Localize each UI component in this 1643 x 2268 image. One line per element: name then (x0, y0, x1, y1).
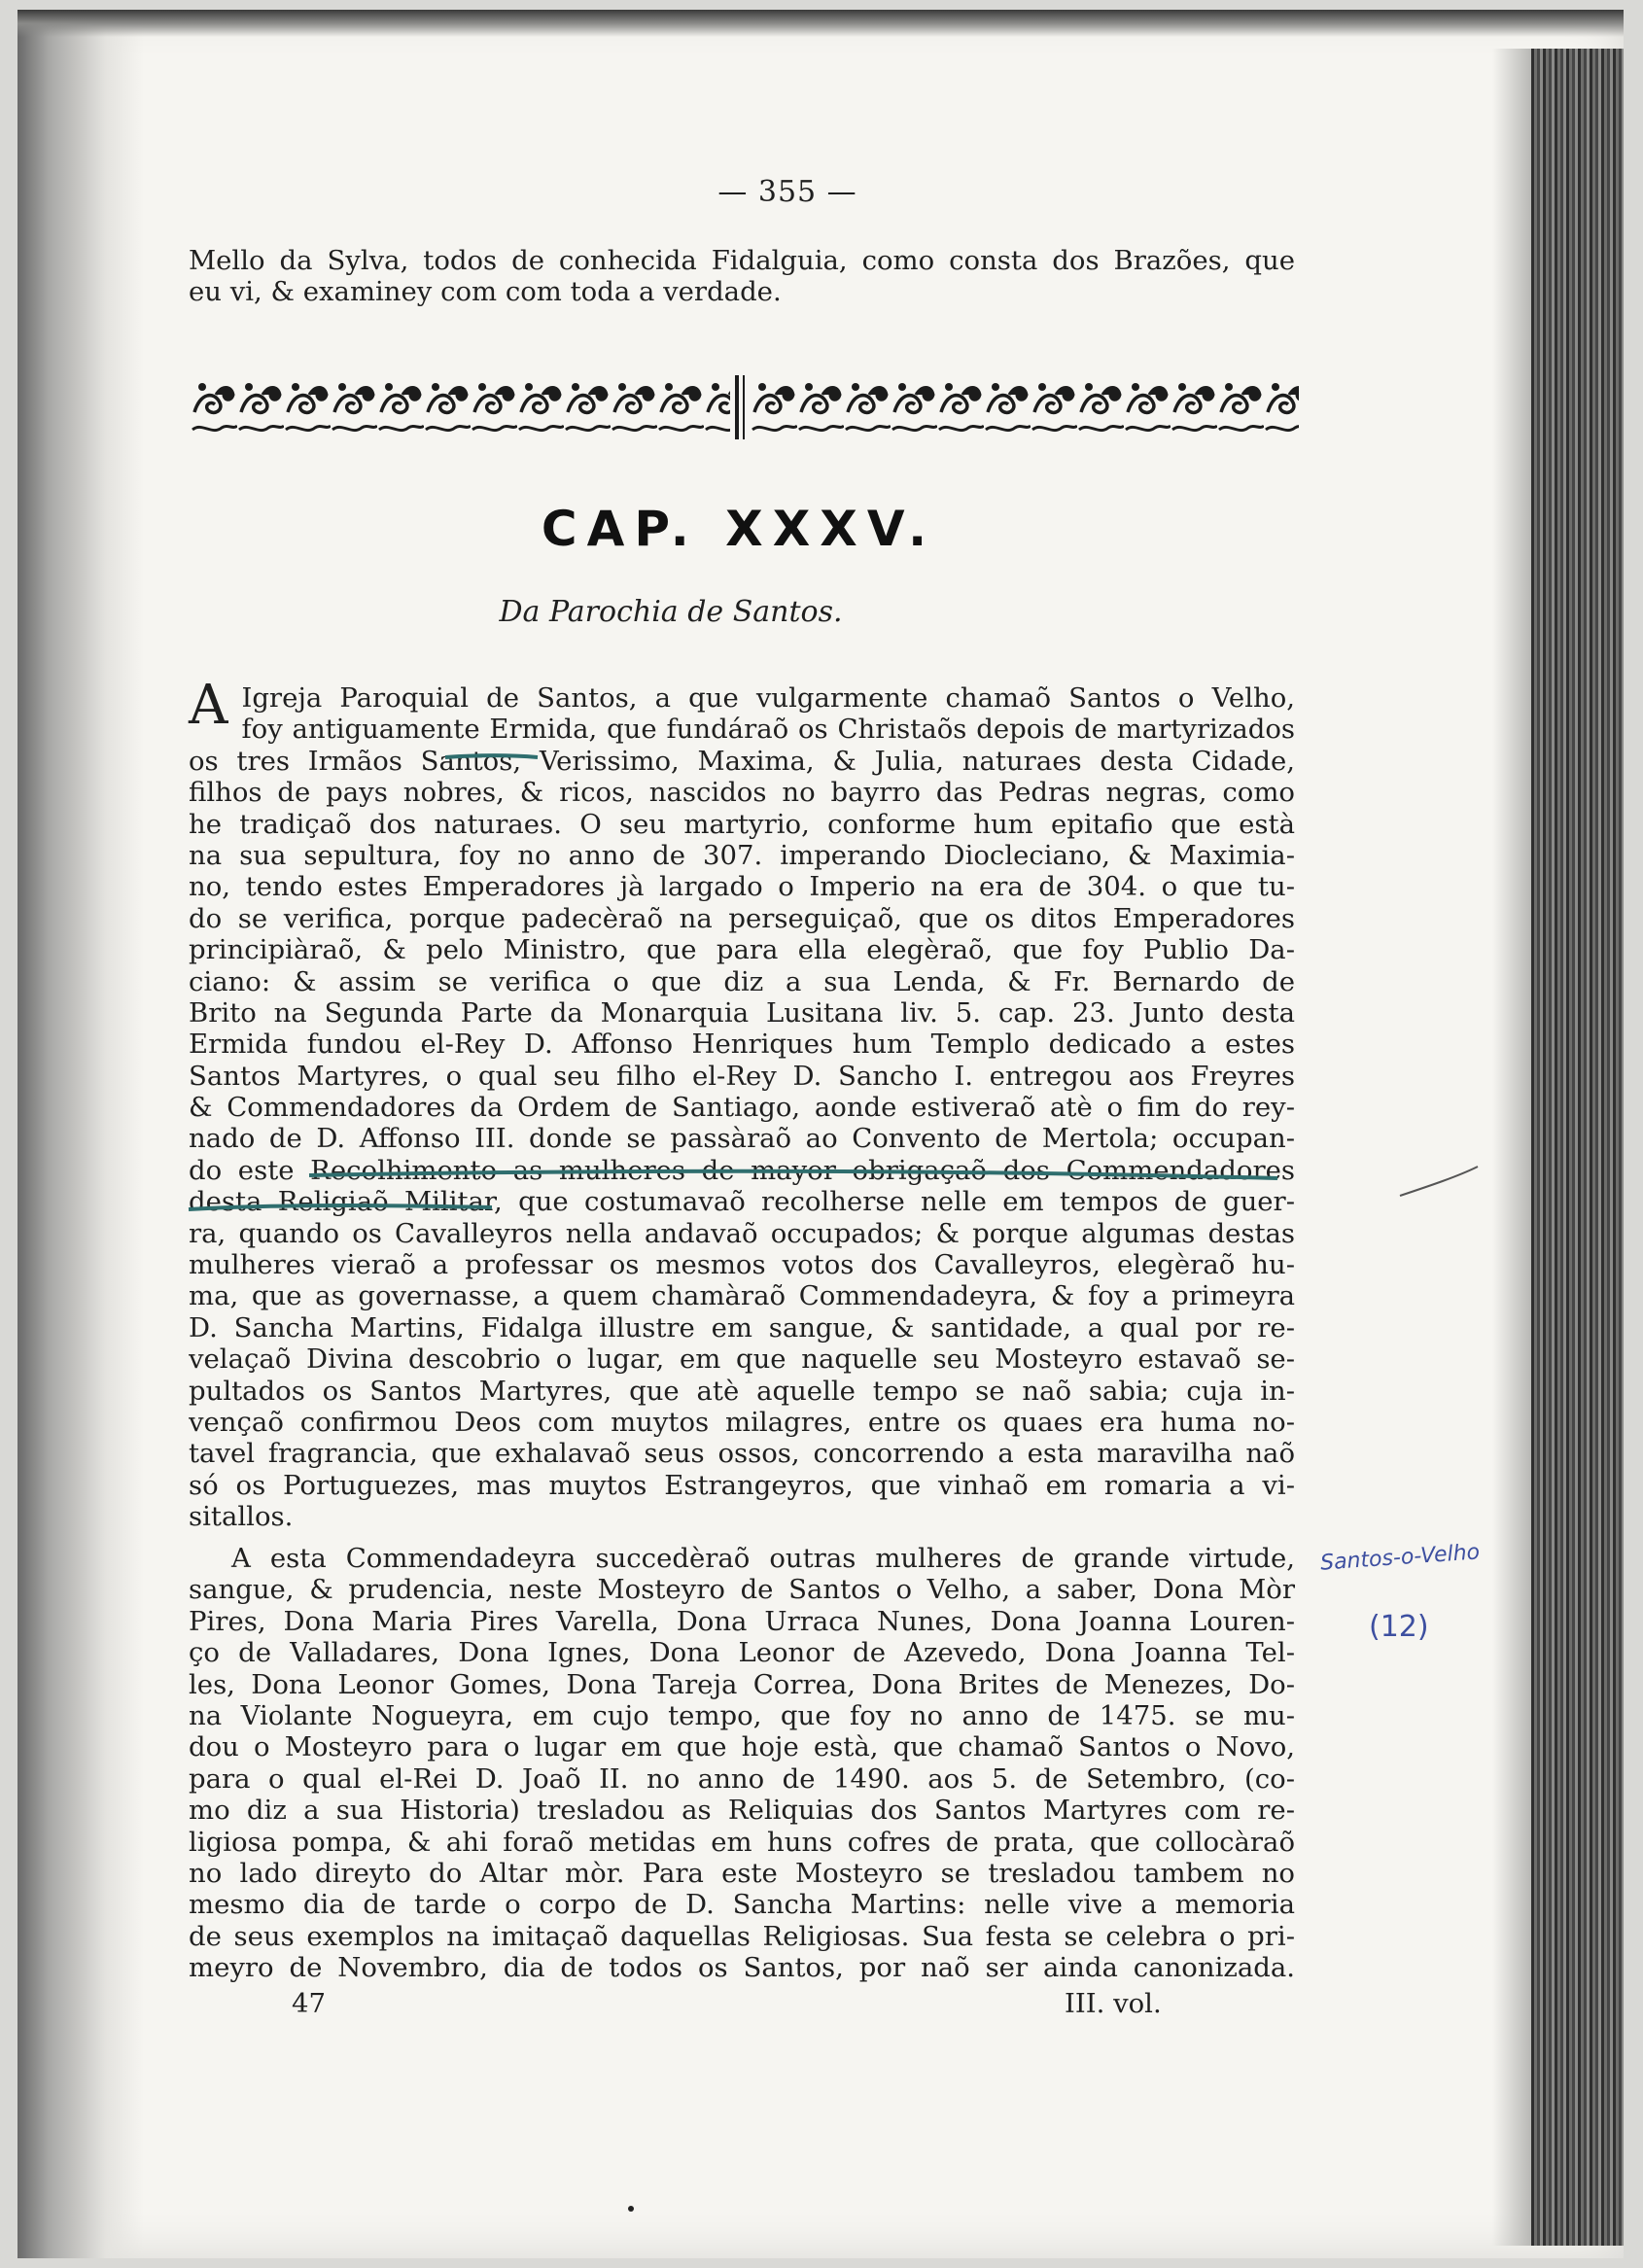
text-line: mo diz a sua Historia) tresladou as Reliquias dos Santos Martyres com re- (189, 1795, 1295, 1827)
text-line: ra, quando os Cavalleyros nella andavaõ occupados; & porque algumas destas (189, 1217, 1295, 1249)
text-line: Brito na Segunda Parte da Monarquia Lusitana liv. 5. cap. 23. Junto desta (189, 996, 1295, 1029)
text-line: ciano: & assim se verifica o que diz a sua Lenda, & Fr. Bernardo de (189, 965, 1295, 997)
underline-mark (445, 755, 538, 757)
text-line: sitallos. (189, 1501, 294, 1533)
text-line: na sua sepultura, foy no anno de 307. imperando Diocleciano, & Maximia- (189, 839, 1295, 871)
underline-mark (189, 1205, 492, 1209)
text-line: os tres Irmãos Santos, Verissimo, Maxima, & Julia, naturaes desta Cidade, (189, 745, 1295, 777)
text-line: Mello da Sylva, todos de conhecida Fidalguia, como consta dos Brazões, que (189, 245, 1295, 276)
text-line: Ermida fundou el-Rey D. Affonso Henriques hum Templo dedicado a estes (189, 1029, 1295, 1061)
text-line: ligiosa pompa, & ahi foraõ metidas em huns cofres de prata, que collocàraõ (189, 1826, 1295, 1858)
text-line: na Violante Nogueyra, em cujo tempo, que foy no anno de 1475. se mu- (189, 1699, 1295, 1731)
text-line: para o qual el-Rei D. Joaõ II. no anno de 1490. aos 5. de Setembro, (co- (189, 1762, 1295, 1795)
handwritten-margin-number: (12) (1369, 1610, 1429, 1644)
text-line: pultados os Santos Martyres, que atè aquelle tempo se naõ sabia; cuja in- (189, 1375, 1295, 1407)
page-number: — 355 — (717, 175, 857, 209)
text-line: desta Religiaõ Militar, que costumavaõ recolherse nelle em tempos de guer- (189, 1186, 1295, 1218)
text-line: Santos Martyres, o qual seu filho el-Rey D. Sancho I. entregou aos Freyres (189, 1060, 1295, 1092)
text-line: meyro de Novembro, dia de todos os Santos, por naõ ser ainda canonizada. (189, 1952, 1295, 1984)
text-line: Igreja Paroquial de Santos, a que vulgarmente chamaõ Santos o Velho, (241, 682, 1295, 714)
handwritten-margin-note: Santos-o-Velho (1319, 1540, 1481, 1576)
text-line: mesmo dia de tarde o corpo de D. Sancha Martins: nelle vive a memoria (189, 1889, 1295, 1921)
text-line: no, tendo estes Emperadores jà largado o Imperio na era de 304. o que tu- (189, 871, 1295, 903)
volume-mark: III. vol. (1065, 1988, 1162, 2019)
text-line: foy antiguamente Ermida, que fundáraõ os Christaõs depois de martyrizados (241, 714, 1295, 746)
text-line: les, Dona Leonor Gomes, Dona Tareja Correa, Dona Brites de Menezes, Do- (189, 1668, 1295, 1700)
pencil-mark (1400, 1167, 1478, 1196)
drop-cap: A (189, 674, 228, 737)
text-line: principiàraõ, & pelo Ministro, que para ella elegèraõ, que foy Publio Da- (189, 934, 1295, 966)
text-line: D. Sancha Martins, Fidalga illustre em sangue, & santidade, a qual por re- (189, 1311, 1295, 1343)
text-line: ma, que as governasse, a quem chamàraõ Commendadeyra, & foy a primeyra (189, 1280, 1295, 1312)
chapter-subtitle: Da Parochia de Santos. (499, 595, 843, 629)
text-line: só os Portuguezes, mas muytos Estrangeyros, que vinhaõ em romaria a vi- (189, 1469, 1295, 1501)
chapter-heading: CAP. XXXV. (541, 501, 937, 557)
text-line: he tradiçaõ dos naturaes. O seu martyrio, conforme hum epitafio que està (189, 808, 1295, 840)
printer-signature-mark: 47 (292, 1988, 326, 2019)
ink-dot (628, 2206, 634, 2212)
underline-mark (309, 1171, 1277, 1178)
text-line: eu vi, & examiney com com toda a verdade. (189, 276, 782, 308)
text-line: sangue, & prudencia, neste Mosteyro de Santos o Velho, a saber, Dona Mòr (189, 1574, 1295, 1606)
text-line: no lado direyto do Altar mòr. Para este Mosteyro se tresladou tambem no (189, 1857, 1295, 1889)
text-line: tavel fragrancia, que exhalavaõ seus ossos, concorrendo a esta maravilha naõ (189, 1438, 1295, 1470)
text-line: Pires, Dona Maria Pires Varella, Dona Urraca Nunes, Dona Joanna Louren- (189, 1605, 1295, 1637)
text-line: dou o Mosteyro para o lugar em que hoje està, que chamaõ Santos o Novo, (189, 1731, 1295, 1763)
text-line: nado de D. Affonso III. donde se passàraõ ao Convento de Mertola; occupan- (189, 1123, 1295, 1155)
text-line: & Commendadores da Ordem de Santiago, aonde estiveraõ atè o fim do rey- (189, 1092, 1295, 1124)
text-line: do este Recolhimento as mulheres de mayor obrigaçaõ dos Commendadores (189, 1154, 1295, 1186)
text-line: de seus exemplos na imitaçaõ daquellas Religiosas. Sua festa se celebra o pri- (189, 1920, 1295, 1952)
text-line: mulheres vieraõ a professar os mesmos votos dos Cavalleyros, elegèraõ hu- (189, 1249, 1295, 1281)
text-line: filhos de pays nobres, & ricos, nascidos no bayrro das Pedras negras, como (189, 777, 1295, 809)
text-line: velaçaõ Divina descobrio o lugar, em que naquelle seu Mosteyro estavaõ se- (189, 1343, 1295, 1376)
text-line: ço de Valladares, Dona Ignes, Dona Leonor de Azevedo, Dona Joanna Tel- (189, 1637, 1295, 1669)
text-line: vençaõ confirmou Deos com muytos milagres, entre os quaes era huma no- (189, 1406, 1295, 1438)
text-line: A esta Commendadeyra succedèraõ outras mulheres de grande virtude, (231, 1543, 1295, 1574)
text-line: do se verifica, porque padecèraõ na perseguiçaõ, que os ditos Emperadores (189, 902, 1295, 934)
